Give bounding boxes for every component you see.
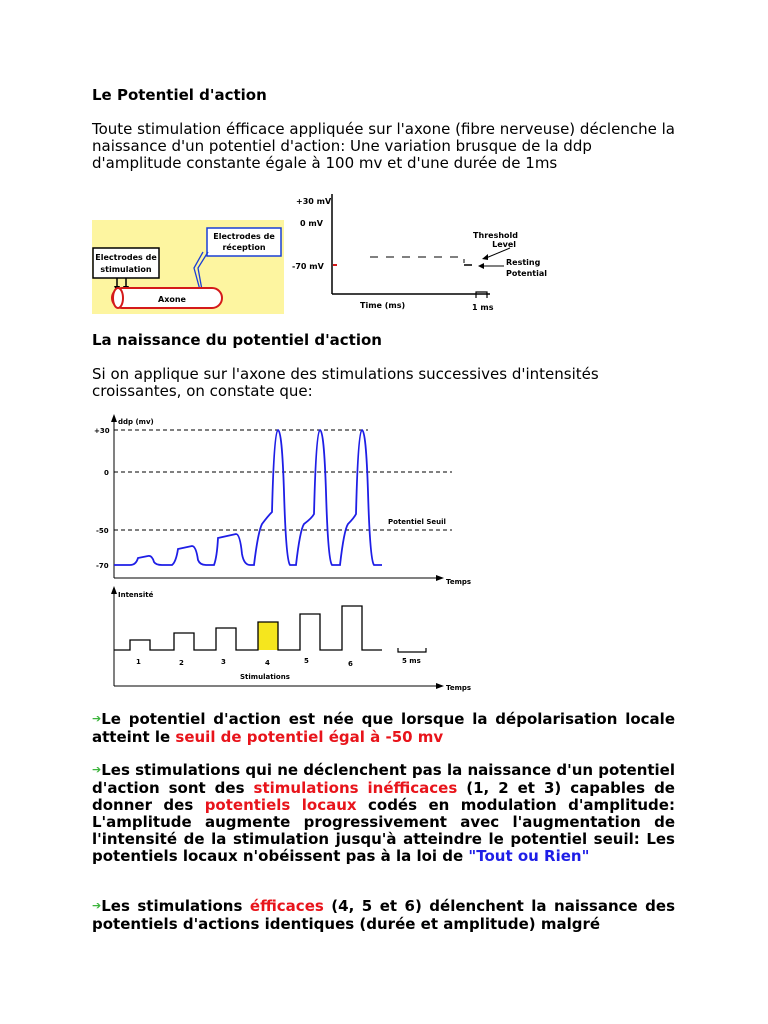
resting-line1: Resting [506, 258, 541, 267]
fig1-time-axis-label: Time (ms) [360, 301, 406, 310]
paragraph-threshold: ➔Le potentiel d'action est née que lorsque la dépolarisation locale atteint le seuil de potentiel égal à -50 mv [92, 710, 675, 746]
fig1-y-zero: 0 mV [300, 219, 323, 228]
fig2-x-label: Temps [446, 578, 472, 586]
stim-electrodes-line1: Electrodes de [95, 253, 157, 262]
page-title: Le Potentiel d'action [92, 86, 267, 104]
threshold-line1: Threshold [473, 231, 518, 240]
fig2-scale-label: 5 ms [402, 657, 421, 665]
fig2-ytick-plus30: +30 [94, 427, 110, 435]
stim-number-1: 1 [136, 658, 141, 666]
intro-paragraph: Toute stimulation éfficace appliquée sur l'axone (fibre nerveuse) déclenche la naissance d'un potentiel d'action: Une variation brusque de la ddp d'amplitude constante égale à 100 mv et d'une durée de 1ms [92, 120, 675, 172]
stim-number-4: 4 [265, 659, 270, 667]
fig2-ylabel: ddp (mv) [118, 418, 154, 426]
threshold-potential-label: Potentiel Seuil [388, 518, 446, 526]
axon-label: Axone [158, 295, 186, 304]
paragraph-local-potentials: ➔Les stimulations qui ne déclenchent pas la naissance d'un potentiel d'action sont des stimulations inéfficaces (1, 2 et 3) capables de donner des potentiels locaux codés en modulation d'amplitude: L'amplitude augmente progressivement avec l'augmentation de l'intensité de la stimulation jusqu'à atteindre le potentiel seuil: Les potentiels locaux n'obéissent pas à la loi de "Tout ou Rien" [92, 761, 675, 865]
stimulation-potential-figure [90, 412, 480, 694]
section2-heading: La naissance du potentiel d'action [92, 331, 382, 349]
scale-bar [398, 648, 426, 652]
stim-electrodes-line2: stimulation [100, 265, 152, 274]
stimulations-label: Stimulations [240, 673, 290, 681]
green-arrow-icon: ➔ [92, 712, 102, 725]
green-arrow-icon: ➔ [92, 899, 102, 912]
stim-number-6: 6 [348, 660, 353, 668]
membrane-potential-trace [114, 430, 382, 565]
fig2-ytick-minus70: -70 [96, 562, 109, 570]
fig2-ytick-zero: 0 [104, 469, 109, 477]
fig2-ytick-minus50: -50 [96, 527, 109, 535]
green-arrow-icon: ➔ [92, 763, 102, 776]
stim-number-3: 3 [221, 658, 226, 666]
intensity-label: Intensité [118, 591, 154, 599]
stim-number-2: 2 [179, 659, 184, 667]
stimulation-intensity-trace [114, 606, 382, 650]
rec-electrodes-line2: réception [222, 243, 266, 252]
action-potential-setup-figure [90, 186, 548, 316]
fig2-time-label: Temps [446, 684, 472, 692]
fig1-y-minus70: -70 mV [292, 262, 324, 271]
stimulus-4-highlight [258, 622, 278, 650]
paragraph-effective-stimulations: ➔Les stimulations éfficaces (4, 5 et 6) délenchent la naissance des potentiels d'actions identiques (durée et amplitude) malgré [92, 897, 676, 933]
resting-line2: Potential [506, 269, 548, 278]
stim-number-5: 5 [304, 657, 309, 665]
fig1-y-plus30: +30 mV [296, 197, 332, 206]
section2-paragraph: Si on applique sur l'axone des stimulations successives d'intensités croissantes, on constate que: [92, 365, 599, 400]
fig1-scale-label: 1 ms [472, 303, 494, 312]
rec-electrodes-line1: Electrodes de [213, 232, 275, 241]
threshold-line2: Level [492, 240, 516, 249]
